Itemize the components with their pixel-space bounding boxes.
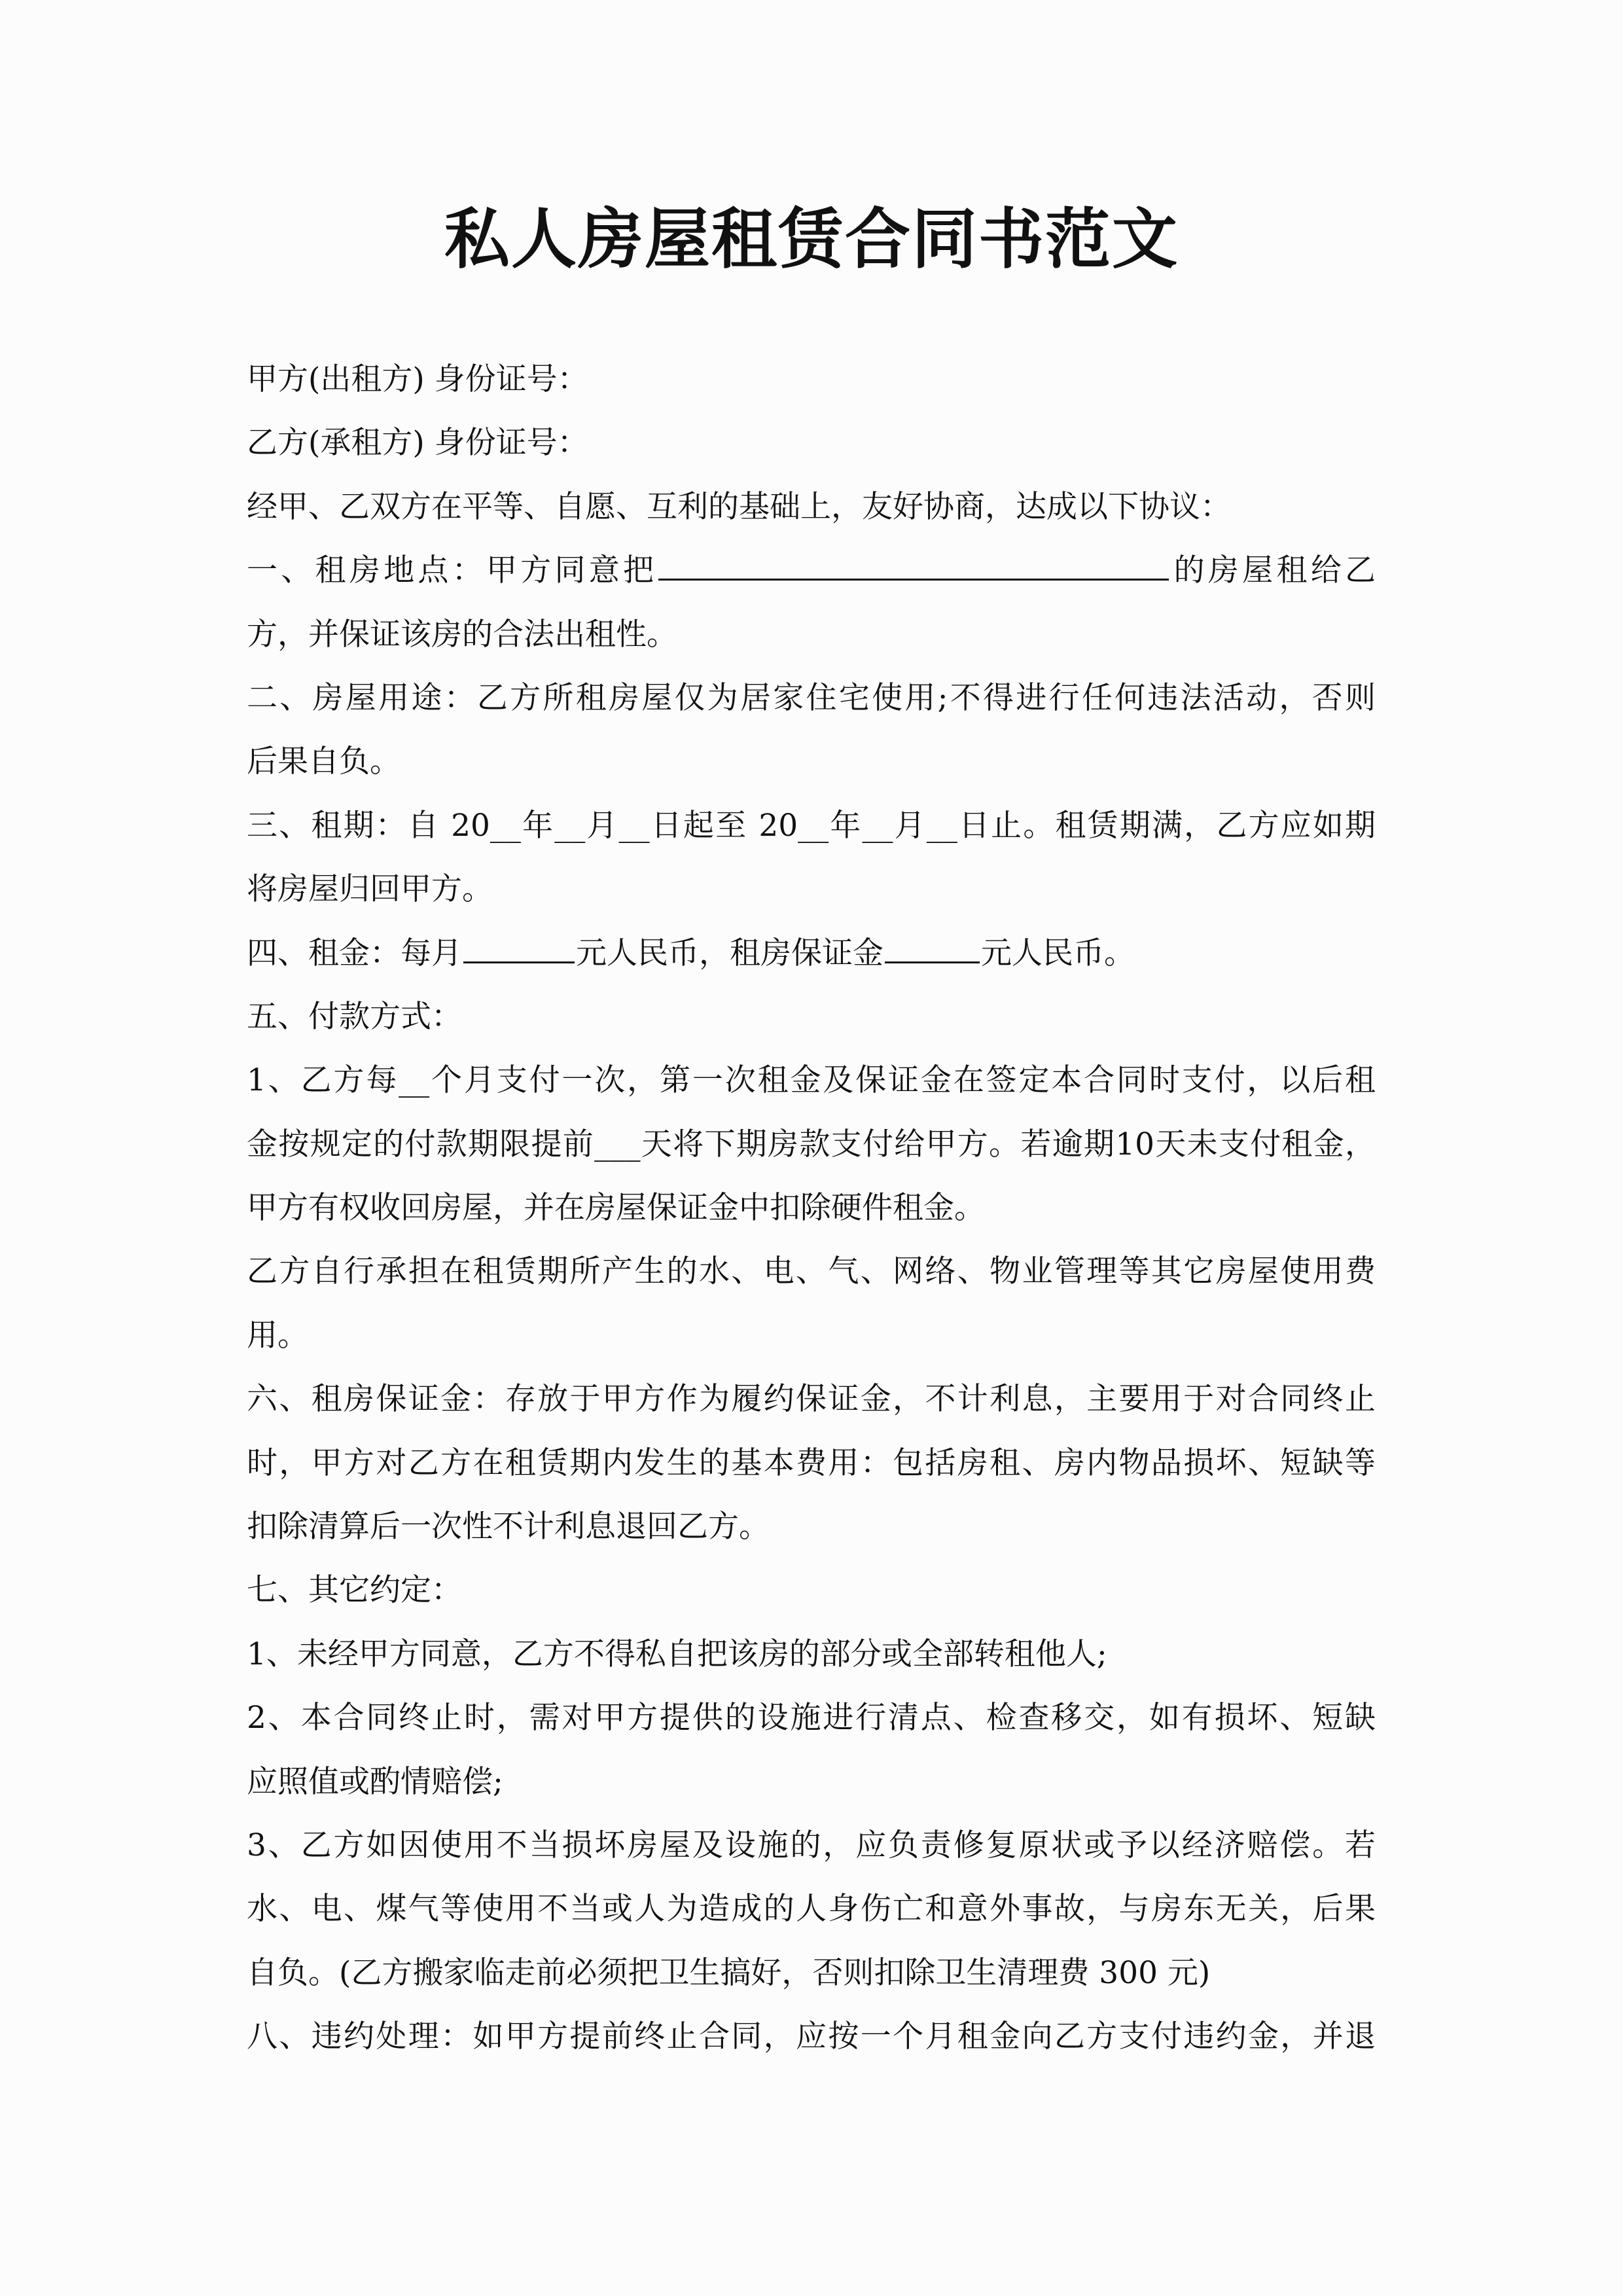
text-line — [247, 1558, 1376, 1622]
text-segment: 1、未经甲方同意，乙方不得私自把该房的部分或全部转租他人; — [247, 1636, 1107, 1672]
text-segment: 元人民币。 — [981, 935, 1135, 971]
text-line — [247, 794, 1376, 857]
text-line — [247, 1495, 1376, 1558]
text-line — [247, 1176, 1376, 1240]
text-segment: 的房屋租给乙 — [1170, 552, 1376, 589]
text-segment: 2、本合同终止时，需对甲方提供的设施进行清点、检查移交，如有损坏、短缺 — [247, 1700, 1376, 1736]
text-segment: 乙方自行承担在租赁期所产生的水、电、气、网络、物业管理等其它房屋使用费 — [247, 1253, 1376, 1290]
text-segment: 后果自负。 — [247, 744, 401, 780]
text-segment: 六、租房保证金：存放于甲方作为履约保证金，不计利息，主要用于对合同终止 — [247, 1381, 1376, 1418]
contract-body — [247, 348, 1376, 2069]
text-segment: 用。 — [247, 1317, 308, 1354]
text-line — [247, 603, 1376, 666]
text-line — [247, 1367, 1376, 1431]
text-segment: 应照值或酌情赔偿; — [247, 1763, 503, 1800]
text-segment: 3、乙方如因使用不当损坏房屋及设施的，应负责修复原状或予以经济赔偿。若 — [247, 1827, 1376, 1863]
text-segment: 四、租金：每月 — [247, 935, 462, 971]
text-line — [247, 1240, 1376, 1303]
text-segment: 甲方有权收回房屋，并在房屋保证金中扣除硬件租金。 — [247, 1190, 985, 1227]
text-segment: 一、租房地点：甲方同意把 — [247, 552, 658, 589]
text-segment: 金按规定的付款期限提前___天将下期房款支付给甲方。若逾期10天未支付租金， — [247, 1126, 1376, 1162]
text-line — [247, 475, 1376, 539]
text-line — [247, 411, 1376, 475]
text-line — [247, 730, 1376, 793]
text-line — [247, 666, 1376, 730]
text-segment: 元人民币，租房保证金 — [576, 935, 883, 971]
text-segment: 二、房屋用途：乙方所租房屋仅为居家住宅使用;不得进行任何违法活动，否则 — [247, 679, 1376, 716]
text-line — [247, 1113, 1376, 1176]
text-segment: 八、违约处理：如甲方提前终止合同，应按一个月租金向乙方支付违约金，并退 — [247, 2018, 1376, 2055]
text-segment: 扣除清算后一次性不计利息退回乙方。 — [247, 1509, 770, 1545]
text-line — [247, 1049, 1376, 1112]
text-line — [247, 1431, 1376, 1495]
text-line — [247, 922, 1376, 985]
text-line — [247, 1750, 1376, 1814]
text-line — [247, 1814, 1376, 1877]
document-title: 私人房屋租赁合同书范文 — [444, 200, 1179, 278]
text-line — [247, 2005, 1376, 2068]
text-segment: 五、付款方式： — [247, 998, 462, 1035]
text-segment: 甲方(出租方) 身份证号： — [247, 361, 588, 397]
text-segment: 七、其它约定： — [247, 1572, 462, 1609]
fill-in-blank — [885, 934, 980, 963]
text-segment: 时，甲方对乙方在租赁期内发生的基本费用：包括房租、房内物品损坏、短缺等 — [247, 1444, 1376, 1481]
fill-in-blank — [463, 934, 575, 963]
text-segment: 1、乙方每__个月支付一次，第一次租金及保证金在签定本合同时支付，以后租 — [247, 1062, 1376, 1099]
text-line — [247, 985, 1376, 1049]
text-segment: 将房屋归回甲方。 — [247, 871, 493, 908]
text-line — [247, 1686, 1376, 1749]
text-line — [247, 857, 1376, 921]
text-segment: 水、电、煤气等使用不当或人为造成的人身伤亡和意外事故，与房东无关，后果 — [247, 1891, 1376, 1928]
text-segment: 自负。(乙方搬家临走前必须把卫生搞好，否则扣除卫生清理费 300 元) — [247, 1954, 1211, 1991]
text-segment: 乙方(承租方) 身份证号： — [247, 425, 588, 461]
text-line — [247, 1623, 1376, 1686]
text-line — [247, 348, 1376, 411]
text-line — [247, 1877, 1376, 1941]
text-line — [247, 1304, 1376, 1367]
text-line — [247, 1941, 1376, 2005]
fill-in-blank — [658, 551, 1169, 581]
text-line — [247, 539, 1376, 602]
text-segment: 方，并保证该房的合法出租性。 — [247, 616, 677, 653]
text-segment: 经甲、乙双方在平等、自愿、互利的基础上，友好协商，达成以下协议： — [247, 488, 1231, 525]
text-segment: 三、租期：自 20__年__月__日起至 20__年__月__日止。租赁期满，乙方应如期 — [247, 807, 1376, 844]
